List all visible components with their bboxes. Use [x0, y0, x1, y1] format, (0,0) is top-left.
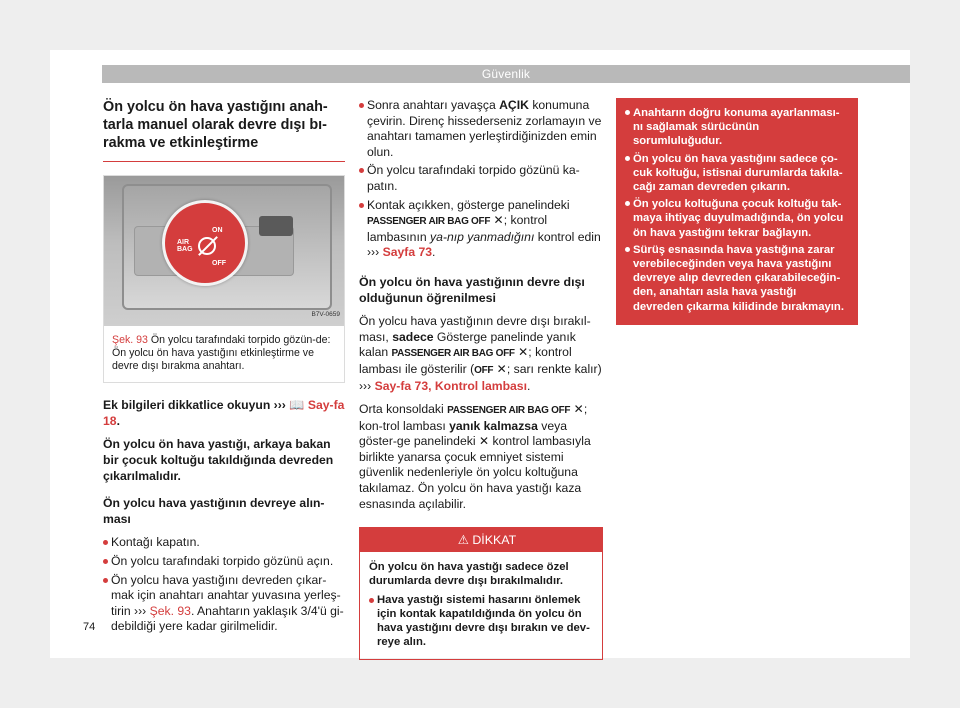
list-item — [359, 98, 603, 160]
text-bold: sadece — [392, 329, 434, 344]
caption-text: Ön yolcu tarafındaki torpido gözün-de: Ön yolcu ön hava yastığını etkinleştirme ve devre dışı bırakma anahtarı. — [112, 333, 331, 373]
section-title: Ön yolcu ön hava yastığını anah-tarla manuel olarak devre dışı bı-rakma ve etkinleştirme — [103, 98, 345, 162]
figure-link[interactable]: Şek. 93 — [149, 603, 191, 618]
warning-continuation-box — [616, 98, 858, 325]
bullet-text-end: . Anahtarın yaklaşık 3/4'ü gi-debildiği yere kadar girilmelidir. — [111, 603, 344, 634]
heading-activation: Ön yolcu hava yastığının devreye alın-ması — [103, 496, 325, 526]
passenger-airbag-off-label: PASSENGER AIR BAG OFF — [447, 405, 571, 417]
text: Ön yolcu hava yastığının devre dışı bırakıl-ması, — [359, 314, 591, 344]
page-number: 74 — [83, 621, 96, 633]
list-item: Ön yolcu ön hava yastığını sadece ço-cuk koltuğu, istisnai durumlarda takıla-cağı zaman devreden çıkarın. — [625, 152, 849, 195]
switch-airbag-label: AIR BAG — [177, 238, 193, 253]
airbag-off-icon: ✕ — [493, 213, 504, 228]
airbag-off-icon: ✕ — [518, 345, 529, 360]
text: Sonra anahtarı yavaşça — [367, 98, 496, 112]
airbag-off-icon: ✕ — [573, 402, 584, 417]
list-item — [103, 573, 345, 635]
subheading: Ön yolcu ön hava yastığının devre dışı olduğunun öğrenilmesi — [359, 274, 585, 305]
ref-link[interactable]: Say-fa 18 — [103, 398, 345, 428]
figure-caption — [104, 326, 344, 383]
text: Orta konsoldaki — [359, 402, 444, 417]
switch-on-label: ON — [212, 226, 223, 234]
figure-93 — [103, 175, 345, 384]
warning-header — [360, 528, 602, 552]
list-item: Anahtarın doğru konuma ayarlanması-nı sağlamak sürücünün sorumluluğudur. — [625, 106, 849, 149]
section-header: Güvenlik — [102, 65, 910, 83]
list-item: Ön yolcu tarafındaki torpido gözünü ka-patın. — [359, 163, 603, 194]
airbag-warning-icon: ✕ — [478, 434, 490, 449]
text: kontrol edin ››› — [367, 229, 601, 260]
list-item: Ön yolcu koltuğuna çocuk koltuğu tak-maya ihtiyaç duyulmadığında, ön yolcu ön hava yastığını tekrar bağlayın. — [625, 197, 849, 240]
text: kontrol lambasıyla birlikte yanarsa çocuk emniyet sistemi güvenlik nedenleriyle ön yolcu koltuğuna takılamaz. Ön yolcu ön hava yastığı kaza esnasında açılabilir. — [359, 434, 591, 511]
text: ; sarı renkte kalır) ››› — [359, 361, 602, 393]
list-item: Kontağı kapatın. — [103, 535, 345, 551]
text: . — [526, 378, 531, 393]
text-bold: yanık kalmazsa — [449, 418, 538, 433]
text: Gösterge panelinde yanık kalan — [359, 329, 576, 360]
text: . — [432, 245, 436, 260]
column-right — [616, 98, 858, 325]
warning-triangle-icon: ⚠ — [457, 533, 469, 548]
warning-text: Ön yolcu ön hava yastığı sadece özel durumlarda devre dışı bırakılmalıdır. — [369, 561, 569, 588]
info-book-icon: 📖 — [289, 398, 305, 413]
passenger-airbag-off-label: PASSENGER AIR BAG OFF — [367, 216, 491, 228]
ref-end: . — [116, 413, 120, 428]
page-link[interactable]: Sayfa 73 — [382, 245, 433, 260]
figure-ref: Şek. 93 — [112, 333, 148, 346]
warning-box — [359, 527, 603, 660]
list-item: Sürüş esnasında hava yastığına zarar verebileceğinden veya hava yastığını devreye alıp devreden çıkarabileceğin-den, anahtarı asla hava yastığı devreden çıkarma kilidinde bırakmayın. — [625, 243, 849, 314]
warning-body — [360, 552, 602, 659]
glovebox-photo — [104, 176, 344, 326]
airbag-off-icon: ✕ — [496, 361, 507, 376]
passenger-airbag-off-label: PASSENGER AIR BAG OFF — [391, 348, 515, 360]
paragraph: Ön yolcu hava yastığının devre dışı bırakıl-ması, sadece Gösterge panelinde yanık kalan PASSENGER AIR BAG OFF ✕; kontrol lambası ile gösterilir (OFF ✕; sarı renkte kalır) ››› Say-fa 73, Kontrol lambası. — [359, 314, 602, 393]
text: kontrol lambası ile gösterilir ( — [359, 345, 572, 376]
list-item: Hava yastığı sistemi hasarını önlemek için kontak kapatıldığında ön yolcu ön hava yastığını devre dışı bırakın ve dev-reye alın. — [369, 593, 593, 650]
column-middle — [359, 98, 603, 660]
warning-title: DİKKAT — [472, 533, 517, 548]
switch-off-label: OFF — [212, 259, 226, 267]
off-label: OFF — [474, 364, 494, 376]
text-bold: AÇIK — [499, 98, 529, 112]
text: konumuna çevirin. Direnç hissederseniz zorlamayın ve anahtarı tamamen yerleştirdiğinizden emin olun. — [367, 98, 602, 159]
column-left — [103, 98, 345, 638]
heading-rear-facing: Ön yolcu ön hava yastığı, arkaya bakan bir çocuk koltuğu takıldığında devreden çıkarılmalıdır. — [103, 437, 334, 483]
image-code: B7V-0659 — [311, 311, 340, 319]
text: Kontak açıkken, gösterge panelindeki — [367, 197, 570, 212]
text: kon-trol lambası — [359, 418, 446, 433]
airbag-switch-zoom — [162, 200, 248, 286]
text: kontrol lambasının — [367, 213, 548, 244]
paragraph: Orta konsoldaki PASSENGER AIR BAG OFF ✕; kon-trol lambası yanık kalmazsa veya göster-ge panelindeki ✕ kontrol lambasıyla birlikte yanarsa çocuk emniyet sistemi güvenlik nedenleriyle ön yolcu koltuğuna takılamaz. Ön yolcu ön hava yastığı kaza esnasında açılabilir. — [359, 402, 591, 511]
list-item: Ön yolcu tarafındaki torpido gözünü açın. — [103, 554, 345, 570]
manual-page — [50, 50, 910, 658]
ref-text: Ek bilgileri dikkatlice okuyun ››› — [103, 398, 286, 413]
list-item: Kontak açıkken, gösterge panelindeki PASSENGER AIR BAG OFF ✕; kontrol lambasının ya-nıp yanmadığını kontrol edin ››› Sayfa 73. — [359, 198, 603, 261]
key-slot — [259, 216, 293, 236]
text: veya göster-ge panelindeki — [359, 418, 567, 449]
key-switch-icon — [198, 237, 216, 255]
text-italic: ya-nıp yanmadığını — [430, 229, 535, 244]
page-link[interactable]: Say-fa 73, Kontrol lambası — [374, 378, 527, 393]
bullet-text: Ön yolcu hava yastığını devreden çıkar-mak için anahtarı anahtar yuvasına yerleş-tirin ››› — [111, 572, 341, 618]
ref-paragraph — [103, 398, 345, 429]
